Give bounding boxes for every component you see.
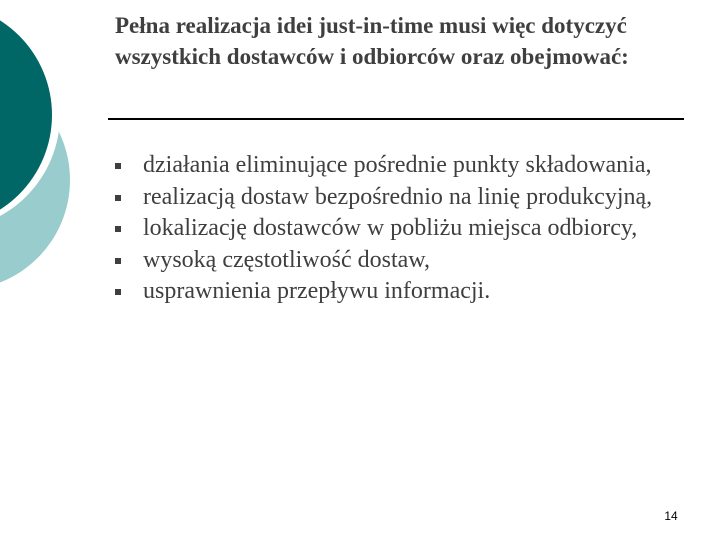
list-item [108, 150, 668, 182]
square-bullet-icon [115, 258, 121, 264]
bullet-list [108, 150, 668, 308]
list-item-text: realizacją dostaw bezpośrednio na linię produkcyjną, [143, 183, 653, 210]
list-item [108, 276, 668, 308]
list-item-text: usprawnienia przepływu informacji. [143, 278, 491, 304]
square-bullet-icon [115, 163, 121, 169]
list-item [108, 245, 668, 277]
list-item [108, 182, 668, 214]
slide-title: Pełna realizacja idei just-in-time musi więc dotyczyć wszystkich dostawców i odbiorców oraz obejmować: [115, 13, 629, 69]
list-item-text: lokalizację dostawców w pobliżu miejsca odbiorcy, [143, 215, 638, 241]
list-item-text: działania eliminujące pośrednie punkty składowania, [143, 152, 652, 178]
list-item-text: wysoką częstotliwość dostaw, [143, 246, 431, 273]
square-bullet-icon [115, 289, 121, 295]
title-divider [108, 118, 684, 120]
decorative-circles [0, 0, 120, 300]
square-bullet-icon [115, 195, 121, 201]
list-item [108, 213, 668, 245]
square-bullet-icon [115, 226, 121, 232]
page-number: 14 [664, 509, 678, 523]
